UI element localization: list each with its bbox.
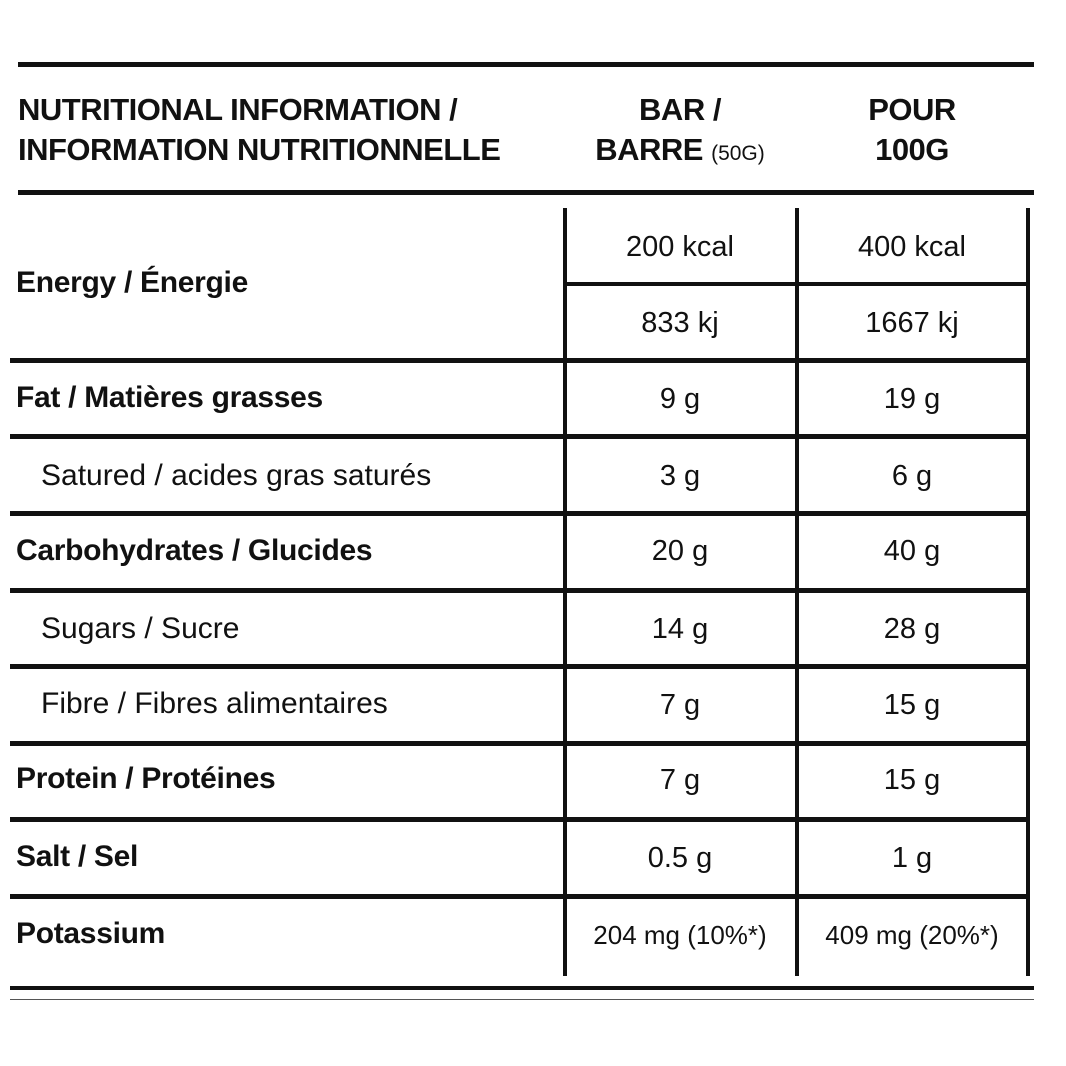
sugars-100g: 28 g bbox=[883, 613, 941, 645]
row-divider bbox=[10, 358, 1030, 363]
row-label-sugars: Sugars / Sucre bbox=[41, 612, 240, 645]
protein-bar: 7 g bbox=[659, 764, 701, 796]
row-divider bbox=[10, 434, 1030, 439]
energy-100g-kcal: 400 kcal bbox=[857, 231, 966, 263]
table-title bbox=[18, 90, 500, 170]
row-divider bbox=[10, 588, 1030, 593]
saturated-100g: 6 g bbox=[891, 460, 933, 492]
row-label-energy: Energy / Énergie bbox=[16, 266, 248, 299]
row-divider bbox=[10, 817, 1030, 822]
energy-100g-kj: 1667 kj bbox=[865, 307, 959, 339]
row-label-carbohydrates: Carbohydrates / Glucides bbox=[16, 534, 373, 567]
col1-line-2 bbox=[565, 130, 795, 174]
potassium-100g: 409 mg (20%*) bbox=[825, 920, 999, 950]
protein-100g: 15 g bbox=[883, 764, 941, 796]
salt-100g: 1 g bbox=[891, 842, 933, 874]
sugars-bar: 14 g bbox=[651, 613, 709, 645]
row-divider bbox=[10, 664, 1030, 669]
energy-inner-divider bbox=[565, 282, 1030, 286]
col2-line-2: 100G bbox=[875, 132, 949, 167]
column-header-100g bbox=[797, 90, 1027, 170]
col1-line-1: BAR / bbox=[639, 92, 721, 127]
row-label-fat: Fat / Matières grasses bbox=[16, 381, 323, 414]
energy-bar-kcal: 200 kcal bbox=[625, 231, 734, 263]
row-label-saturated: Satured / acides gras saturés bbox=[41, 459, 432, 492]
fat-100g: 19 g bbox=[883, 383, 941, 415]
row-divider bbox=[10, 511, 1030, 516]
column-header-bar bbox=[565, 90, 795, 174]
title-line-2: INFORMATION NUTRITIONNELLE bbox=[18, 132, 501, 167]
saturated-bar: 3 g bbox=[659, 460, 701, 492]
row-label-protein: Protein / Protéines bbox=[16, 762, 276, 795]
fat-bar: 9 g bbox=[659, 383, 701, 415]
fibre-bar: 7 g bbox=[659, 689, 701, 721]
carbohydrates-100g: 40 g bbox=[883, 535, 941, 567]
header-divider bbox=[18, 190, 1034, 195]
col1-unit: (50G) bbox=[711, 142, 765, 165]
potassium-bar: 204 mg (10%*) bbox=[593, 920, 767, 950]
energy-bar-kj: 833 kj bbox=[641, 307, 719, 339]
col1-label: BARRE bbox=[595, 132, 703, 167]
bottom-border-thin bbox=[10, 999, 1034, 1000]
top-border bbox=[18, 62, 1034, 67]
row-label-potassium: Potassium bbox=[16, 917, 166, 950]
bottom-border bbox=[10, 986, 1034, 990]
title-line-1: NUTRITIONAL INFORMATION / bbox=[18, 92, 458, 127]
row-divider bbox=[10, 894, 1030, 899]
row-label-fibre: Fibre / Fibres alimentaires bbox=[41, 687, 388, 720]
carbohydrates-bar: 20 g bbox=[651, 535, 709, 567]
fibre-100g: 15 g bbox=[883, 689, 941, 721]
col2-line-1: POUR bbox=[868, 92, 956, 127]
row-label-salt: Salt / Sel bbox=[16, 840, 139, 873]
row-divider bbox=[10, 741, 1030, 746]
salt-bar: 0.5 g bbox=[647, 842, 713, 874]
